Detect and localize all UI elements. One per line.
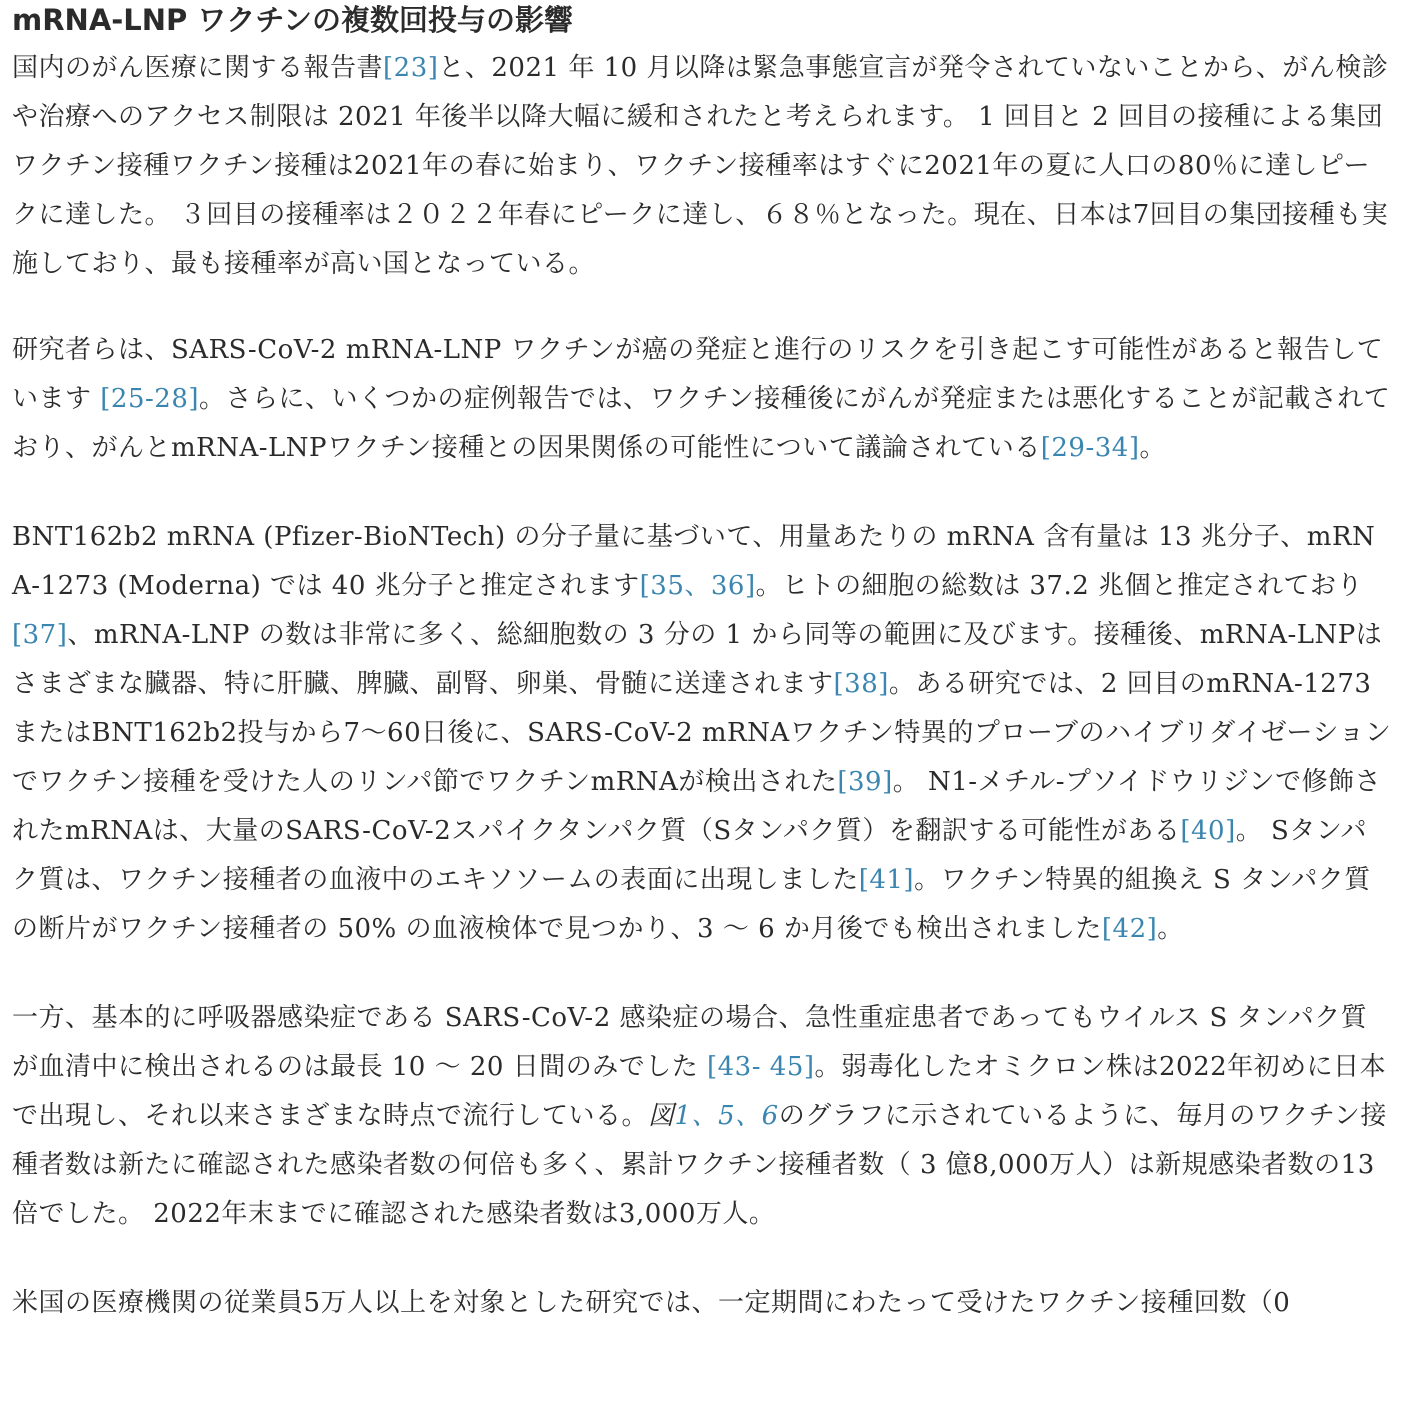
citation-link[interactable]: [39] [837, 767, 893, 797]
citation-link[interactable]: [40] [1180, 816, 1236, 846]
text: 。弱毒化したオミクロン株は2022年初めに日本で出現し、それ以来さまざまな時点で流行している。 [12, 1052, 1387, 1131]
text: 。さらに、いくつかの症例報告では、ワクチン接種後にがんが発症または悪化することが記載されており、がんとmRNA-LNPワクチン接種との因果関係の可能性について議論されている [12, 384, 1391, 463]
figure-link-6[interactable]: 6 [761, 1101, 779, 1131]
paragraph-mrna-content [12, 513, 1393, 954]
text: 、mRNA-LNP の数は非常に多く、総細胞数の 3 分の 1 から同等の範囲に及びます。接種後、mRNA-LNPはさまざまな臓器、特に肝臓、脾臓、副腎、卵巣、骨髄に送達されます [12, 620, 1383, 699]
citation-link[interactable]: [43- 45] [707, 1052, 815, 1082]
text: と、2021 年 10 月以降は緊急事態宣言が発令されていないことから、がん検診や治療へのアクセス制限は 2021 年後半以降大幅に緩和されたと考えられます。 1 回目と 2 回目の接種による集団ワクチン接種ワクチン接種は2021年の春に始まり、ワクチン接種率はすぐに2021年の夏に人口の80％に達しピークに達した。 ３回目の接種率は２０２２年春にピークに達し、６８％となった。現在、日本は7回目の集団接種も実施しており、最も接種率が高い国となっている。 [12, 53, 1389, 279]
text: 。 [1157, 914, 1184, 944]
figure-link-1[interactable]: 1 [674, 1101, 692, 1131]
text: BNT162b2 mRNA (Pfizer-BioNTech) の分子量に基づいて、用量あたりの mRNA 含有量は 13 兆分子、mRNA-1273 (Moderna) では 40 兆分子と推定されます [12, 522, 1376, 601]
text: 国内のがん医療に関する報告書 [12, 53, 384, 83]
figure-label: 図 [648, 1101, 675, 1131]
paragraph-cancer-risk-reports [12, 326, 1393, 473]
text: 。ある研究では、2 回目のmRNA-1273またはBNT162b2投与から7〜60日後に、SARS-CoV-2 mRNAワクチン特異的プローブのハイブリダイゼーションでワクチン接種を受けた人のリンパ節でワクチンmRNAが検出された [12, 669, 1392, 797]
page-title: mRNA-LNP ワクチンの複数回投与の影響 [12, 3, 573, 37]
citation-link[interactable]: [35、36] [639, 571, 756, 601]
citation-link[interactable]: [37] [12, 620, 68, 650]
citation-link[interactable]: [42] [1101, 914, 1158, 944]
citation-link[interactable]: [38] [833, 669, 889, 699]
figure-separator: 、 [735, 1101, 762, 1131]
text: 米国の医療機関の従業員5万人以上を対象とした研究では、一定期間にわたって受けたワクチン接種回数（0 [12, 1288, 1291, 1318]
figure-separator: 、 [691, 1101, 719, 1131]
citation-link[interactable]: [23] [383, 53, 439, 83]
text: 一方、基本的に呼吸器感染症である SARS-CoV-2 感染症の場合、急性重症患者であってもウイルス S タンパク質が血清中に検出されるのは最長 10 〜 20 日間のみでした [12, 1003, 1368, 1082]
text: 。 [1139, 433, 1166, 463]
citation-link[interactable]: [41] [858, 865, 915, 895]
text: 。ワクチン特異的組換え S タンパク質の断片がワクチン接種者の 50% の血液検体で見つかり、3 〜 6 か月後でも検出されました [12, 865, 1371, 944]
text: 。ヒトの細胞の総数は 37.2 兆個と推定されており [755, 571, 1364, 601]
citation-link[interactable]: [25-28] [100, 384, 200, 414]
text: のグラフに示されているように、毎月のワクチン接種者数は新たに確認された感染者数の何倍も多く、累計ワクチン接種者数（ 3 億8,000万人）は新規感染者数の13倍でした。 2022年末までに確認された感染者数は3,000万人。 [12, 1101, 1387, 1229]
text: 。 Sタンパク質は、ワクチン接種者の血液中のエキソソームの表面に出現しました [12, 816, 1368, 895]
text: 。 N1-メチル-プソイドウリジンで修飾されたmRNAは、大量のSARS-CoV-2スパイクタンパク質（Sタンパク質）を翻訳する可能性がある [12, 767, 1382, 846]
paragraph-spike-protein-detection [12, 994, 1393, 1239]
text: 研究者らは、SARS-CoV-2 mRNA-LNP ワクチンが癌の発症と進行のリスクを引き起こす可能性があると報告しています [12, 335, 1384, 414]
citation-link[interactable]: [29-34] [1040, 433, 1140, 463]
paragraph-cancer-care-access [12, 44, 1393, 289]
figure-link-5[interactable]: 5 [718, 1101, 736, 1131]
paragraph-us-healthcare-study [12, 1279, 1393, 1328]
